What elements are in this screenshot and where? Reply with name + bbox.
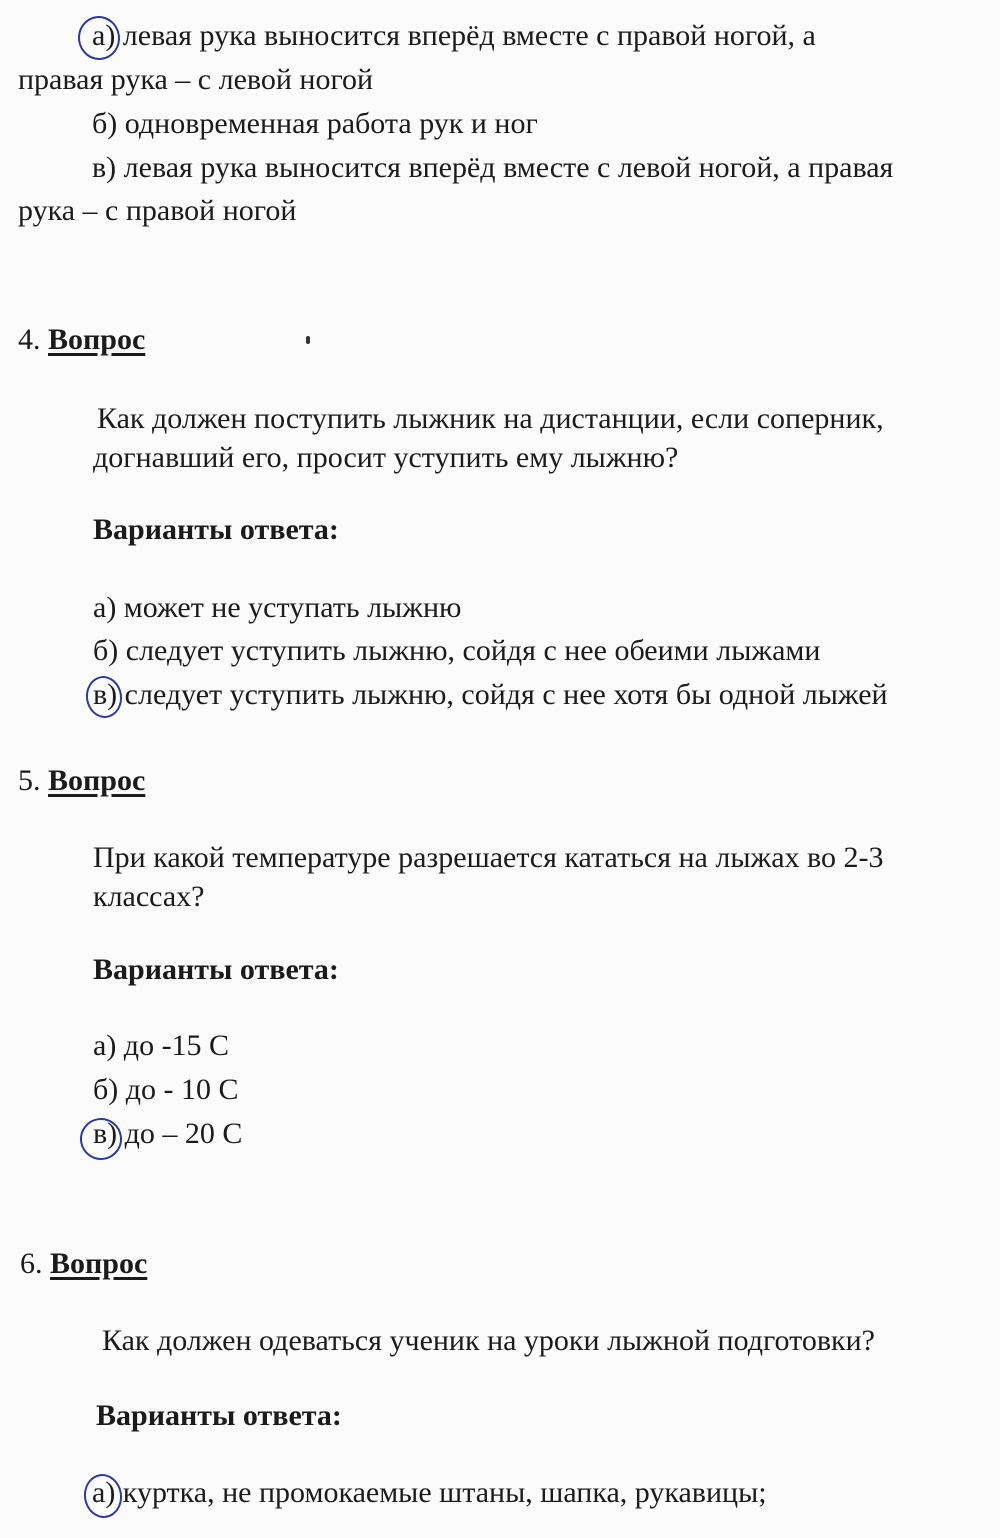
question-4-text-line2: догнавший его, просит уступить ему лыжню?: [93, 441, 679, 474]
question-number: 4.: [18, 323, 41, 356]
question-5-option-b: б) до - 10 С: [93, 1073, 239, 1106]
question-5-answers-heading: Варианты ответа:: [93, 953, 339, 986]
prev-option-c-line2: рука – с правой ногой: [18, 194, 297, 227]
prev-option-c-line1: в) левая рука выносится вперёд вместе с левой ногой, а правая: [92, 151, 894, 184]
question-6-header: [20, 1246, 147, 1282]
question-6-option-a: а) куртка, не промокаемые штаны, шапка, рукавицы;: [92, 1476, 767, 1509]
prev-option-a-line1: а) левая рука выносится вперёд вместе с правой ногой, а: [92, 19, 816, 52]
prev-option-b: б) одновременная работа рук и ног: [92, 107, 538, 140]
question-6-answers-heading: Варианты ответа:: [96, 1399, 342, 1432]
question-6-text-line1: Как должен одеваться ученик на уроки лыжной подготовки?: [102, 1324, 875, 1357]
question-label: Вопрос: [48, 764, 146, 797]
question-4-header: [18, 322, 145, 358]
ink-dot: [306, 336, 310, 344]
question-5-text-line2: классах?: [93, 880, 205, 913]
question-4-option-c: в) следует уступить лыжню, сойдя с нее хотя бы одной лыжей: [93, 678, 888, 711]
prev-option-a-line2: правая рука – с левой ногой: [18, 63, 374, 96]
question-4-text-line1: Как должен поступить лыжник на дистанции, если соперник,: [97, 402, 884, 435]
question-number: 6.: [20, 1247, 43, 1280]
question-4-option-b: б) следует уступить лыжню, сойдя с нее обеими лыжами: [93, 634, 821, 667]
question-label: Вопрос: [48, 323, 146, 356]
question-5-header: [18, 763, 145, 799]
question-number: 5.: [18, 764, 41, 797]
question-label: Вопрос: [50, 1247, 148, 1280]
question-4-answers-heading: Варианты ответа:: [93, 513, 339, 546]
question-4-option-a: а) может не уступать лыжню: [93, 591, 462, 624]
question-5-text-line1: При какой температуре разрешается кататься на лыжах во 2-3: [93, 841, 884, 874]
question-5-option-a: а) до -15 С: [93, 1029, 230, 1062]
question-5-option-c: в) до – 20 С: [93, 1117, 243, 1150]
